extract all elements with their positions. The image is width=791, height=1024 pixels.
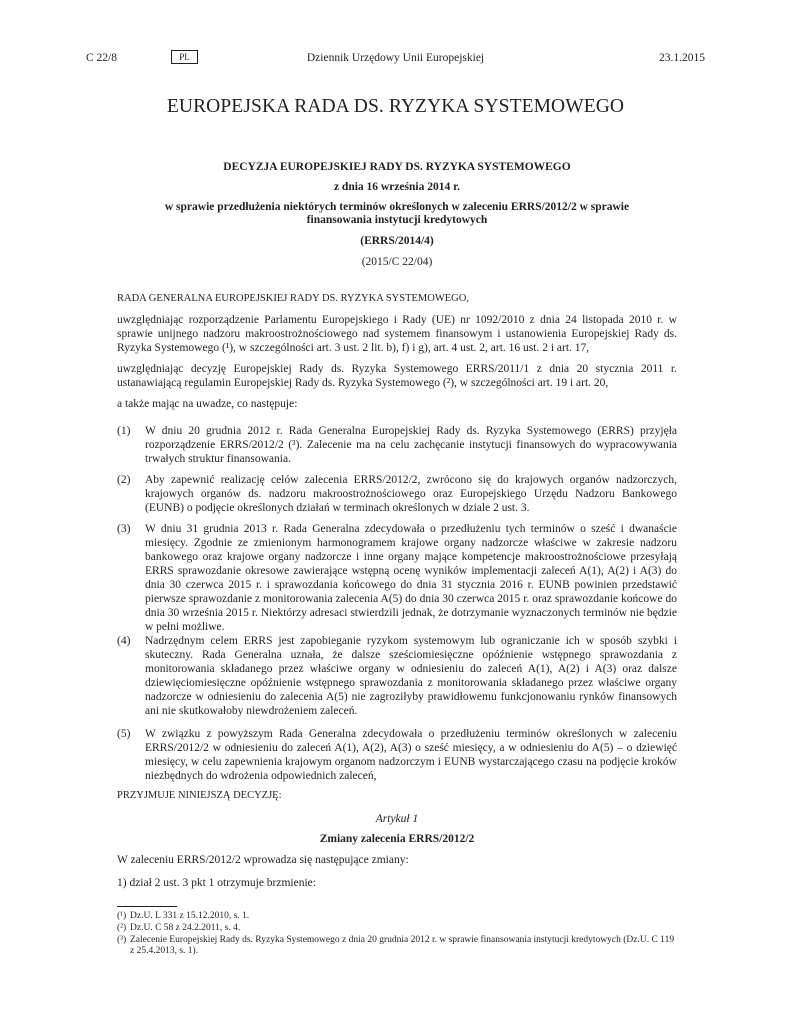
recital-number: (1) (117, 425, 131, 437)
recital-number: (3) (117, 523, 131, 535)
footnote-divider (117, 906, 177, 907)
recital-number: (2) (117, 474, 131, 486)
recital-text: W związku z powyższym Rada Generalna zdecydowała o przedłużeniu terminów określonych w zaleceniu ERRS/2012/2 w odniesieniu do zaleceń A(1), A(2), A(3) o sześć miesięcy, a w odniesieniu do A(5) – o dziewięć miesięcy, w celu zapewnienia krajowym organom nadzorczym i EUNB wystarczającego czasu na podjęcie kroków niezbędnych do wdrożenia odpowiednich zaleceń, (145, 728, 677, 782)
decision-reference: (ERRS/2014/4) (360, 235, 434, 247)
footnote-text: Zalecenie Europejskiej Rady ds. Ryzyka Systemowego z dnia 20 grudnia 2012 r. w sprawie finansowania instytucji kredytowych (Dz.U. C 119 z 25.4.2013, s. 1). (130, 935, 675, 956)
article-label: Artykuł 1 (375, 813, 419, 825)
adoption-formula: PRZYJMUJE NINIEJSZĄ DECYZJĘ: (117, 790, 282, 801)
board-name: RADA GENERALNA EUROPEJSKIEJ RADY DS. RYZYKA SYSTEMOWEGO, (117, 293, 469, 304)
publication-date: 23.1.2015 (659, 52, 705, 64)
article-item-1: 1) dział 2 ust. 3 pkt 1 otrzymuje brzmienie: (117, 877, 316, 889)
decision-subject-line-2: finansowania instytucji kredytowych (306, 214, 488, 226)
decision-subject-line-1: w sprawie przedłużenia niektórych terminów określonych w zaleceniu ERRS/2012/2 w sprawie (164, 201, 630, 213)
decision-date: z dnia 16 września 2014 r. (333, 181, 461, 193)
recital-number: (4) (117, 635, 131, 647)
footnote-number: (³) (117, 935, 127, 945)
recital-number: (5) (117, 728, 131, 740)
journal-title: Dziennik Urzędowy Unii Europejskiej (306, 52, 485, 64)
recital-text: Aby zapewnić realizację celów zalecenia ERRS/2012/2, zwrócono się do krajowych organów nadzorczych, krajowych organów ds. nadzoru makroostrożnościowego oraz Europejskiego Urzędu Nadzoru Bankowego (EUNB) o podjęcie określonych działań w terminach określonych w dziale 2 ust. 3. (145, 474, 677, 514)
footnote-number: (¹) (117, 911, 127, 921)
page-reference: C 22/8 (86, 52, 117, 64)
oj-reference: (2015/C 22/04) (361, 256, 433, 268)
recital-text: W dniu 20 grudnia 2012 r. Rada Generalna Europejskiej Rady ds. Ryzyka Systemowego (ERRS) przyjęła rozporządzenie ERRS/2012/2 (³). Zalecenie ma na celu zachęcanie instytucji finansowych do wypracowywania trwałych struktur finansowania. (145, 425, 677, 465)
citation-2: uwzględniając decyzję Europejskiej Rady ds. Ryzyka Systemowego ERRS/2011/1 z dnia 20 stycznia 2011 r. ustanawiającą regulamin Europejskiej Rady ds. Ryzyka Systemowego (²), w szczególności art. 19 i art. 20, (117, 363, 677, 389)
recital-text: Nadrzędnym celem ERRS jest zapobieganie ryzykom systemowym lub ograniczanie ich w sposób szybki i skuteczny. Rada Generalna uznała, że dalsze sześciomiesięczne opóźnienie wstępnego sprawozdania z monitorowania składanego przez właściwe organy w odniesieniu do zaleceń A(1), A(2) i A(3) oraz dalsze dziewięciomiesięczne opóźnienie wstępnego sprawozdania z monitorowania składanego przez właściwe organy nadzorcze w odniesieniu do zalecenia A(5) nie zagroziłyby prawidłowemu funkcjonowaniu rynków finansowych ani nie skutkowałoby niewdrożeniem zaleceń. (145, 635, 677, 717)
citation-1: uwzględniając rozporządzenie Parlamentu Europejskiego i Rady (UE) nr 1092/2010 z dnia 24 listopada 2010 r. w sprawie unijnego nadzoru makroostrożnościowego nad systemem finansowym i ustanowienia Europejskiej Rady ds. Ryzyka Systemowego (¹), w szczególności art. 3 ust. 2 lit. b), f) i g), art. 4 ust. 2, art. 16 ust. 2 i art. 17, (117, 314, 677, 354)
footnote-text: Dz.U. L 331 z 15.12.2010, s. 1. (130, 911, 250, 921)
recital-text: W dniu 31 grudnia 2013 r. Rada Generalna zdecydowała o przedłużeniu tych terminów o sześć i dwanaście miesięcy. Zgodnie ze zmienionym harmonogramem krajowe organy nadzorcze właściwe w zakresie nadzoru bankowego oraz krajowe organy nadzorcze i inne organy mające kompetencje makroostrożnościowe przesyłają ERRS sprawozdanie okresowe zawierające wstępną ocenę wyników implementacji zaleceń A(1), A(2) i A(3) do dnia 30 czerwca 2015 r. i sprawozdania końcowego do dnia 31 stycznia 2016 r. EUNB powinien przedstawić pierwsze sprawozdanie z monitorowania zalecenia A(5) do dnia 30 czerwca 2015 r. oraz sprawozdanie końcowe do dnia 30 września 2015 r. Niektórzy adresaci stwierdzili jednak, że dotrzymanie wyznaczonych terminów nie będzie w pełni możliwe. (145, 523, 677, 633)
footnote-text: Dz.U. C 58 z 24.2.2011, s. 4. (130, 923, 241, 933)
section-title: EUROPEJSKA RADA DS. RYZYKA SYSTEMOWEGO (166, 96, 625, 117)
footnote-number: (²) (117, 923, 127, 933)
article-intro: W zaleceniu ERRS/2012/2 wprowadza się następujące zmiany: (117, 854, 409, 866)
whereas-intro: a także mając na uwadze, co następuje: (117, 398, 298, 410)
decision-title: DECYZJA EUROPEJSKIEJ RADY DS. RYZYKA SYSTEMOWEGO (223, 161, 571, 173)
article-title: Zmiany zalecenia ERRS/2012/2 (319, 833, 475, 845)
language-badge: PL (171, 50, 198, 64)
